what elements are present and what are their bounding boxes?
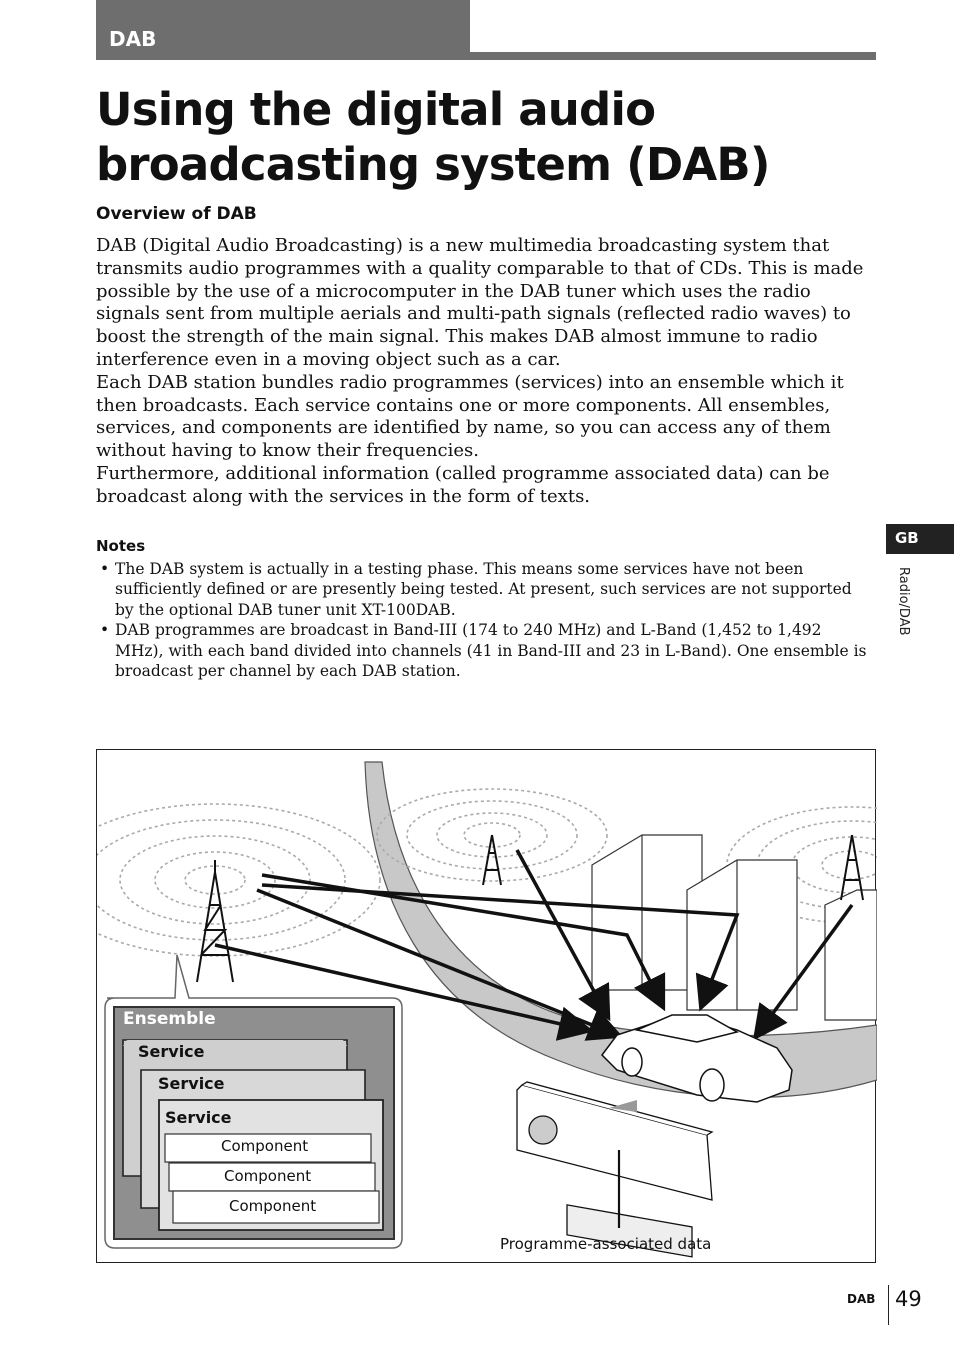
section-rule-left [96, 52, 470, 60]
callout-label: Programme-associated data [500, 1235, 712, 1253]
dab-illustration [97, 750, 877, 1264]
page-number: 49 [895, 1287, 922, 1311]
component-label: Component [224, 1167, 312, 1185]
overview-heading: Overview of DAB [96, 204, 257, 224]
service-label: Service [158, 1074, 225, 1093]
bullet-icon: • [100, 560, 110, 578]
section-rule [470, 52, 876, 60]
page-title: Using the digital audio broadcasting system (DAB) [96, 83, 770, 191]
language-label: GB [895, 529, 919, 547]
note-item [100, 620, 870, 681]
note-text: DAB programmes are broadcast in Band-III (174 to 240 MHz) and L-Band (1,452 to 1,492 MHz), with each band divided into channels (41 in Band-III and 23 in L-Band). One ensemble is broadcast per channel by each DAB station. [115, 621, 867, 681]
section-tab [96, 0, 470, 52]
note-item [100, 559, 870, 620]
note-text: The DAB system is actually in a testing phase. This means some services have not been sufficiently defined or are presently being tested. At present, such services are not supported by the optional DAB tuner unit XT-100DAB. [115, 560, 852, 619]
notes-list [100, 559, 870, 681]
overview-body [96, 235, 876, 509]
notes-heading: Notes [96, 537, 146, 555]
service-label: Service [165, 1108, 232, 1127]
service-label: Service [138, 1042, 205, 1061]
bullet-icon: • [100, 621, 110, 640]
language-tab [886, 524, 954, 554]
component-label: Component [221, 1137, 309, 1155]
chapter-label: Radio/DAB [896, 567, 911, 636]
section-label: DAB [109, 27, 157, 51]
overview-paragraph: Furthermore, additional information (called programme associated data) can be broadcast along with the services in the form of texts. [96, 462, 830, 507]
footer-divider [888, 1285, 889, 1325]
component-label: Component [229, 1197, 317, 1215]
dab-diagram [96, 749, 876, 1263]
overview-paragraph: DAB (Digital Audio Broadcasting) is a new multimedia broadcasting system that transmits audio programmes with a quality comparable to that of CDs. This is made possible by the use of a microcomputer in the DAB tuner which uses the radio signals sent from multiple aerials and multi-path signals (reflected radio waves) to boost the strength of the main signal. This makes DAB almost immune to radio interference even in a moving object such as a car. [96, 235, 864, 370]
footer-section: DAB [847, 1292, 876, 1306]
overview-paragraph: Each DAB station bundles radio programmes (services) into an ensemble which it then broadcasts. Each service contains one or more components. All ensembles, services, and components are identified by name, so you can access any of them without having to know their frequencies. [96, 371, 844, 462]
ensemble-label: Ensemble [123, 1009, 216, 1029]
